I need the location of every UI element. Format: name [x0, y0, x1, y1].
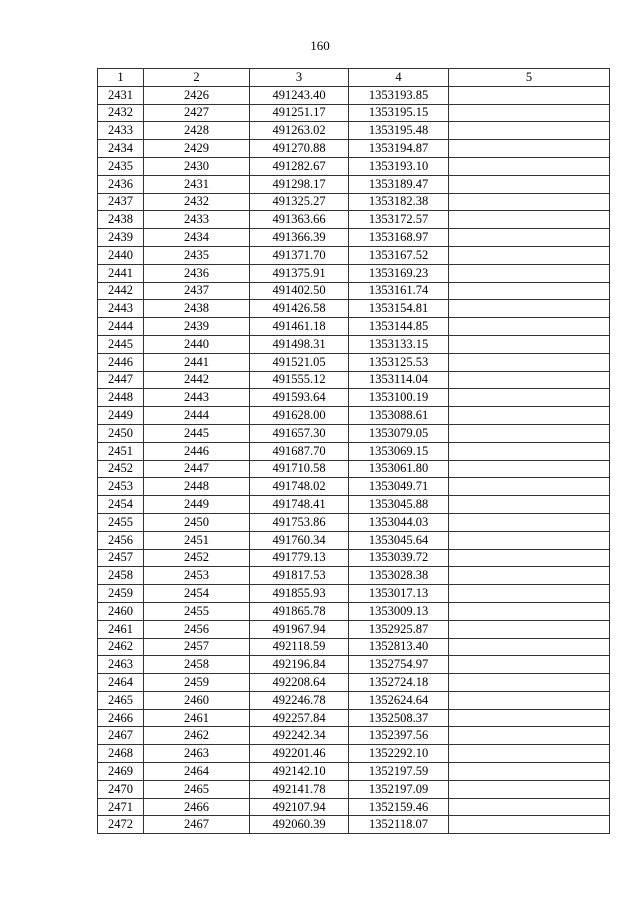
table-cell	[449, 638, 610, 656]
table-cell: 1353161.74	[349, 282, 449, 300]
table-cell	[449, 656, 610, 674]
table-cell: 2462	[98, 638, 144, 656]
table-cell: 1353195.15	[349, 104, 449, 122]
table-cell: 491753.86	[250, 513, 349, 531]
table-cell: 491855.93	[250, 585, 349, 603]
table-cell: 2469	[98, 763, 144, 781]
table-cell: 2447	[144, 460, 250, 478]
table-cell: 2431	[144, 175, 250, 193]
table-cell: 2462	[144, 727, 250, 745]
table-row	[98, 175, 610, 193]
table-cell: 1352197.59	[349, 763, 449, 781]
table-cell: 2433	[98, 122, 144, 140]
table-cell: 1353079.05	[349, 424, 449, 442]
table-cell: 2436	[144, 264, 250, 282]
table-cell: 2452	[98, 460, 144, 478]
table-row	[98, 264, 610, 282]
table-row	[98, 620, 610, 638]
table-row	[98, 122, 610, 140]
table-cell: 2446	[144, 442, 250, 460]
table-cell: 2461	[98, 620, 144, 638]
table-cell	[449, 567, 610, 585]
table-cell: 2434	[98, 140, 144, 158]
table-header-row	[98, 69, 610, 87]
table-cell	[449, 175, 610, 193]
table-cell: 2457	[144, 638, 250, 656]
table-cell	[449, 140, 610, 158]
table-cell: 2428	[144, 122, 250, 140]
table-cell: 1353125.53	[349, 353, 449, 371]
table-cell: 2470	[98, 780, 144, 798]
table-cell: 2460	[144, 691, 250, 709]
table-cell	[449, 282, 610, 300]
table-row	[98, 246, 610, 264]
table-cell: 2441	[98, 264, 144, 282]
table-cell: 2447	[98, 371, 144, 389]
table-cell: 491748.41	[250, 496, 349, 514]
table-row	[98, 424, 610, 442]
table-cell	[449, 531, 610, 549]
table-row	[98, 674, 610, 692]
table-cell: 1353169.23	[349, 264, 449, 282]
table-cell: 1352159.46	[349, 798, 449, 816]
table-row	[98, 567, 610, 585]
table-cell: 491366.39	[250, 229, 349, 247]
table-cell: 2442	[144, 371, 250, 389]
table-cell: 491282.67	[250, 157, 349, 175]
table-cell: 491263.02	[250, 122, 349, 140]
table-cell: 491817.53	[250, 567, 349, 585]
table-cell	[449, 229, 610, 247]
table-cell: 1353172.57	[349, 211, 449, 229]
table-cell: 2453	[144, 567, 250, 585]
table-cell: 2437	[144, 282, 250, 300]
table-cell: 492141.78	[250, 780, 349, 798]
table-cell	[449, 549, 610, 567]
table-cell: 2438	[144, 300, 250, 318]
table-cell: 491593.64	[250, 389, 349, 407]
table-row	[98, 585, 610, 603]
table-cell: 1352292.10	[349, 745, 449, 763]
table-cell: 492242.34	[250, 727, 349, 745]
table-cell	[449, 300, 610, 318]
table-cell: 2432	[144, 193, 250, 211]
table-cell: 2464	[144, 763, 250, 781]
page-number: 160	[310, 38, 330, 53]
table-cell: 2468	[98, 745, 144, 763]
table-cell: 2472	[98, 816, 144, 834]
table-cell	[449, 763, 610, 781]
table-cell: 2438	[98, 211, 144, 229]
table-cell: 1353017.13	[349, 585, 449, 603]
table-cell	[449, 816, 610, 834]
table-cell	[449, 407, 610, 425]
table-row	[98, 709, 610, 727]
table-row	[98, 691, 610, 709]
table-cell: 2456	[98, 531, 144, 549]
table-cell: 491748.02	[250, 478, 349, 496]
table-cell: 1353088.61	[349, 407, 449, 425]
table-cell: 1352508.37	[349, 709, 449, 727]
table-row	[98, 318, 610, 336]
table-cell: 2426	[144, 86, 250, 104]
table-cell	[449, 513, 610, 531]
table-cell: 491521.05	[250, 353, 349, 371]
table-cell: 2435	[144, 246, 250, 264]
table-cell	[449, 335, 610, 353]
table-cell: 1353114.04	[349, 371, 449, 389]
table-cell: 1353028.38	[349, 567, 449, 585]
table-cell: 491243.40	[250, 86, 349, 104]
table-cell: 491760.34	[250, 531, 349, 549]
table-cell: 1352624.64	[349, 691, 449, 709]
table-cell: 1353144.85	[349, 318, 449, 336]
table-cell: 2443	[98, 300, 144, 318]
table-body	[98, 86, 610, 833]
table-cell	[449, 264, 610, 282]
table-cell: 2464	[98, 674, 144, 692]
table-cell	[449, 478, 610, 496]
table-cell: 2437	[98, 193, 144, 211]
table-cell	[449, 318, 610, 336]
table-cell	[449, 86, 610, 104]
column-header: 5	[449, 69, 610, 87]
table-cell: 1352724.18	[349, 674, 449, 692]
table-row	[98, 745, 610, 763]
table-row	[98, 549, 610, 567]
table-cell: 2467	[98, 727, 144, 745]
table-cell: 1352813.40	[349, 638, 449, 656]
table-cell: 2440	[144, 335, 250, 353]
table-cell: 492201.46	[250, 745, 349, 763]
table-cell: 2448	[144, 478, 250, 496]
table-row	[98, 157, 610, 175]
table-cell: 2434	[144, 229, 250, 247]
table-cell: 1353193.85	[349, 86, 449, 104]
table-cell: 492142.10	[250, 763, 349, 781]
table-cell: 491779.13	[250, 549, 349, 567]
table-cell: 491325.27	[250, 193, 349, 211]
table-cell: 2451	[98, 442, 144, 460]
table-cell: 491967.94	[250, 620, 349, 638]
table-cell: 2444	[144, 407, 250, 425]
table-cell: 2432	[98, 104, 144, 122]
table-cell: 2440	[98, 246, 144, 264]
table-cell: 2471	[98, 798, 144, 816]
table-cell: 491251.17	[250, 104, 349, 122]
table-row	[98, 86, 610, 104]
table-cell: 491402.50	[250, 282, 349, 300]
table-cell	[449, 727, 610, 745]
table-cell: 1353049.71	[349, 478, 449, 496]
table-cell: 492060.39	[250, 816, 349, 834]
table-cell: 491461.18	[250, 318, 349, 336]
table-cell: 2450	[144, 513, 250, 531]
table-cell	[449, 157, 610, 175]
table-row	[98, 442, 610, 460]
table-cell: 1353045.88	[349, 496, 449, 514]
table-row	[98, 513, 610, 531]
table-cell: 2459	[98, 585, 144, 603]
table-cell: 491498.31	[250, 335, 349, 353]
table-cell: 2455	[144, 602, 250, 620]
table-cell: 2454	[144, 585, 250, 603]
table-cell	[449, 745, 610, 763]
table-cell: 2444	[98, 318, 144, 336]
table-cell	[449, 460, 610, 478]
table-cell	[449, 691, 610, 709]
table-cell: 2465	[98, 691, 144, 709]
coordinates-table	[97, 68, 610, 834]
table-cell: 492208.64	[250, 674, 349, 692]
table-cell: 1353154.81	[349, 300, 449, 318]
table-cell: 2459	[144, 674, 250, 692]
table-cell: 2458	[98, 567, 144, 585]
table-cell: 2461	[144, 709, 250, 727]
table-cell: 1353182.38	[349, 193, 449, 211]
table-row	[98, 763, 610, 781]
table-cell: 2463	[144, 745, 250, 763]
table-cell: 2454	[98, 496, 144, 514]
table-cell: 1352197.09	[349, 780, 449, 798]
table-cell: 491363.66	[250, 211, 349, 229]
table-row	[98, 478, 610, 496]
table-row	[98, 193, 610, 211]
table-row	[98, 531, 610, 549]
table-cell: 1353069.15	[349, 442, 449, 460]
table-cell: 2450	[98, 424, 144, 442]
table-cell: 2449	[144, 496, 250, 514]
table-cell	[449, 104, 610, 122]
table-cell: 1352118.07	[349, 816, 449, 834]
table-cell: 2443	[144, 389, 250, 407]
table-cell: 2448	[98, 389, 144, 407]
table-cell: 1353167.52	[349, 246, 449, 264]
table-cell: 2451	[144, 531, 250, 549]
table-cell: 1352754.97	[349, 656, 449, 674]
table-cell: 2466	[144, 798, 250, 816]
table-cell: 491270.88	[250, 140, 349, 158]
table-cell	[449, 798, 610, 816]
table-cell	[449, 246, 610, 264]
table-cell: 491375.91	[250, 264, 349, 282]
table-cell	[449, 674, 610, 692]
table-cell: 1353195.48	[349, 122, 449, 140]
table-cell: 2449	[98, 407, 144, 425]
column-header: 2	[144, 69, 250, 87]
table-row	[98, 638, 610, 656]
table-cell: 2439	[98, 229, 144, 247]
table-cell: 2456	[144, 620, 250, 638]
table-cell	[449, 709, 610, 727]
table-cell	[449, 371, 610, 389]
table-cell: 491687.70	[250, 442, 349, 460]
table-cell	[449, 389, 610, 407]
table-cell: 2465	[144, 780, 250, 798]
table-cell: 1352925.87	[349, 620, 449, 638]
table-cell: 2436	[98, 175, 144, 193]
table-cell: 1353009.13	[349, 602, 449, 620]
table-cell: 1353061.80	[349, 460, 449, 478]
table-cell: 492196.84	[250, 656, 349, 674]
table-cell	[449, 780, 610, 798]
table-cell: 2427	[144, 104, 250, 122]
table-cell: 2430	[144, 157, 250, 175]
table-cell: 2445	[98, 335, 144, 353]
table-cell: 1353133.15	[349, 335, 449, 353]
table-cell: 2439	[144, 318, 250, 336]
table-cell: 1353189.47	[349, 175, 449, 193]
table-row	[98, 727, 610, 745]
table-cell: 1353194.87	[349, 140, 449, 158]
table-cell: 2460	[98, 602, 144, 620]
table-row	[98, 229, 610, 247]
table-cell: 1353044.03	[349, 513, 449, 531]
table-cell: 491865.78	[250, 602, 349, 620]
table-cell: 491371.70	[250, 246, 349, 264]
table-cell	[449, 424, 610, 442]
table-cell: 2458	[144, 656, 250, 674]
table-cell: 2455	[98, 513, 144, 531]
table-cell	[449, 620, 610, 638]
table-row	[98, 282, 610, 300]
table-cell: 1352397.56	[349, 727, 449, 745]
table-cell: 491555.12	[250, 371, 349, 389]
table-cell	[449, 211, 610, 229]
table-cell: 492107.94	[250, 798, 349, 816]
table-cell	[449, 353, 610, 371]
table-cell: 491628.00	[250, 407, 349, 425]
table-row	[98, 300, 610, 318]
table-cell: 491710.58	[250, 460, 349, 478]
column-header: 4	[349, 69, 449, 87]
table-cell: 2445	[144, 424, 250, 442]
table-cell	[449, 442, 610, 460]
table-cell: 492257.84	[250, 709, 349, 727]
table-cell: 2431	[98, 86, 144, 104]
table-row	[98, 460, 610, 478]
table-cell	[449, 585, 610, 603]
table-cell: 1353045.64	[349, 531, 449, 549]
table-cell: 492118.59	[250, 638, 349, 656]
table-cell: 2466	[98, 709, 144, 727]
table-cell	[449, 122, 610, 140]
table-row	[98, 353, 610, 371]
table-cell: 2435	[98, 157, 144, 175]
table-row	[98, 798, 610, 816]
column-header: 3	[250, 69, 349, 87]
table-row	[98, 371, 610, 389]
table-cell: 491426.58	[250, 300, 349, 318]
table-cell: 2452	[144, 549, 250, 567]
table-cell: 491657.30	[250, 424, 349, 442]
table-row	[98, 602, 610, 620]
table-cell: 2453	[98, 478, 144, 496]
table-cell: 2429	[144, 140, 250, 158]
table-cell: 2442	[98, 282, 144, 300]
table-row	[98, 407, 610, 425]
table-row	[98, 335, 610, 353]
table-row	[98, 656, 610, 674]
table-row	[98, 816, 610, 834]
table-cell: 2433	[144, 211, 250, 229]
table-cell: 2467	[144, 816, 250, 834]
table-row	[98, 104, 610, 122]
table-cell: 1353168.97	[349, 229, 449, 247]
table-row	[98, 389, 610, 407]
table-row	[98, 780, 610, 798]
table-cell	[449, 193, 610, 211]
table-cell: 2457	[98, 549, 144, 567]
table-row	[98, 211, 610, 229]
table-cell	[449, 496, 610, 514]
table-cell: 1353100.19	[349, 389, 449, 407]
table-cell	[449, 602, 610, 620]
table-cell: 2441	[144, 353, 250, 371]
column-header: 1	[98, 69, 144, 87]
table-cell: 2463	[98, 656, 144, 674]
table-row	[98, 140, 610, 158]
table-row	[98, 496, 610, 514]
table-cell: 1353039.72	[349, 549, 449, 567]
table-cell: 1353193.10	[349, 157, 449, 175]
table-cell: 492246.78	[250, 691, 349, 709]
table-cell: 2446	[98, 353, 144, 371]
table-cell: 491298.17	[250, 175, 349, 193]
